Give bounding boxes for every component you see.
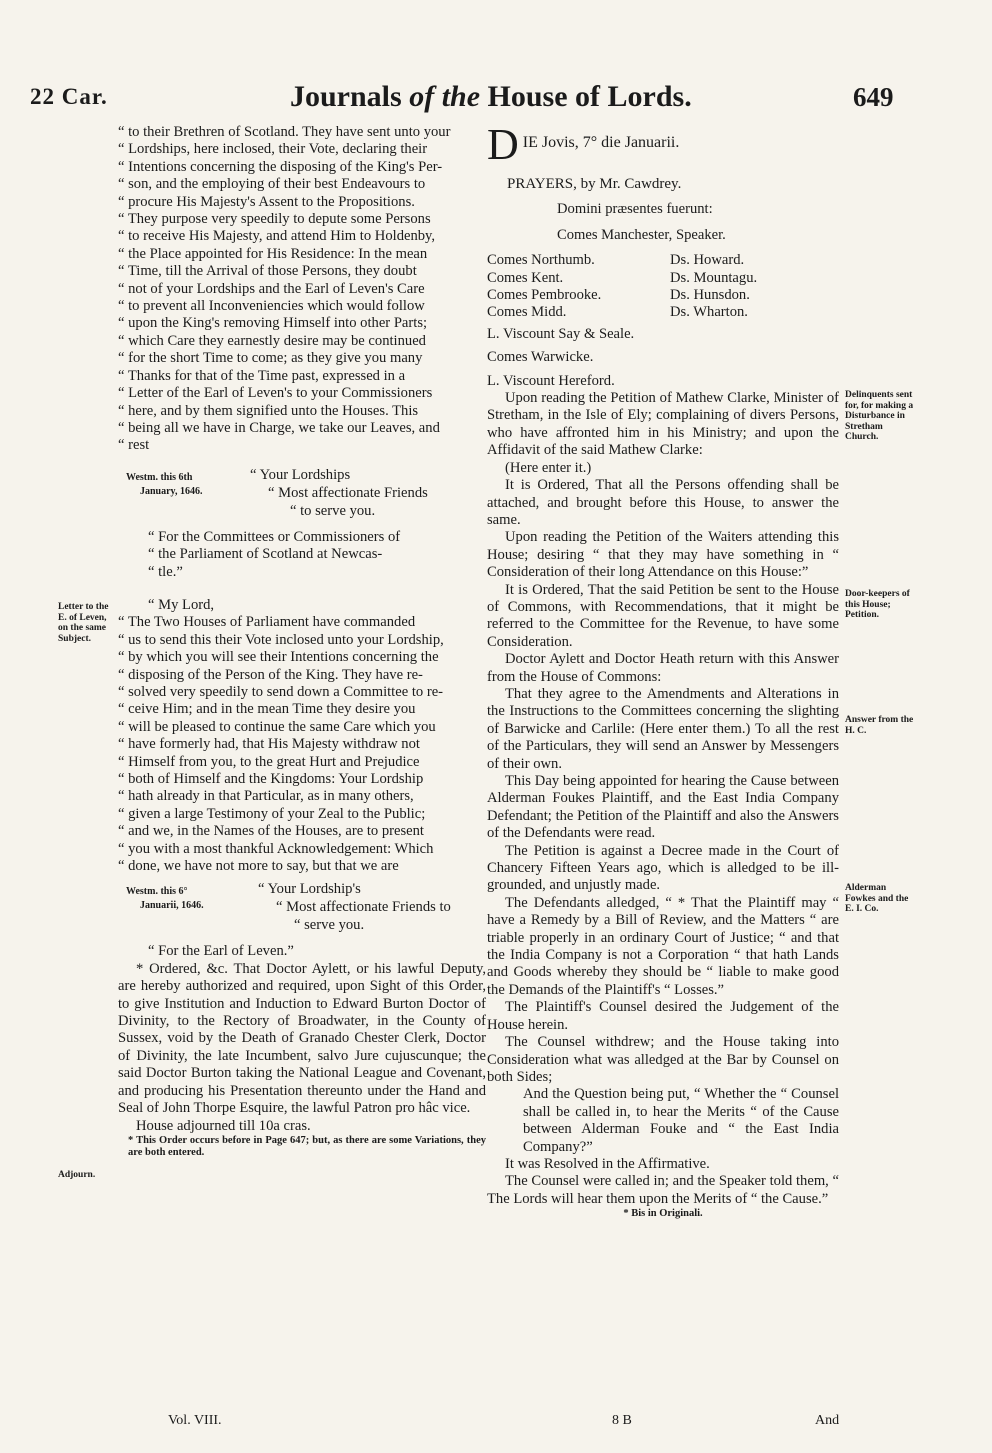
- running-head-title: Journals of the House of Lords.: [290, 80, 692, 113]
- letter-to-scotland: “ to their Brethren of Scotland. They have sent unto your “ Lordships, here inclosed, their Vote, declaring their “ Intentions concerning the disposing of the King's Per- “ son, and the employing of their best Endeavours to “ procure His Majesty's Assent to the Propositions. “ They purpose very speedily to depute some Persons “ to receive His Majesty, and attend Him to Holdenby, “ the Place appointed for His Residence: In the mean “ Time, till the Arrival of those Persons, they doubt “ not of your Lordships and the Earl of Leven's Care “ to prevent all Inconveniencies which would follow “ upon the King's removing Himself into other Parts; “ which Care they earnestly desire may be continued “ for the short Time to come; as they give you many “ Thanks for that of the Time past, expressed in a “ Letter of the Earl of Leven's to your Commissioners “ here, and by them signified unto the Houses. This “ being all we have in Charge, we take our Leaves, and “ rest: [118, 124, 451, 454]
- order-paragraph: * Ordered, &c. That Doctor Aylett, or his lawful Deputy, are hereby authorized and required, upon Sight of this Order, to give Institution and Induction to Edward Burton Doctor of Divinity, to the Rectory of Broadwater, in the County of Sussex, void by the Death of Granado Chester Clerk, Doctor of Divinity, the late Incumbent, salvo Jure cujuscunque; the said Doctor Burton taking the National League and Covenant, and producing his Presentation thereunto under the Hand and Seal of John Thorpe Esquire, the lawful Patron pro hâc vice.: [118, 960, 486, 1117]
- members-list: Comes Northumb. Comes Kent. Comes Pembrooke. Comes Midd. Ds. Howard. Ds. Mountagu. Ds. Hunsdon. Ds. Wharton.: [487, 252, 758, 321]
- margin-note-adjourn: Adjourn.: [58, 1170, 96, 1180]
- catchword: And: [815, 1413, 840, 1428]
- letter-to-leven: “ The Two Houses of Parliament have commanded “ us to send this their Vote inclosed unto your Lordship, “ by which you will see their Intentions concerning the “ disposing of the Person of the King. They have re- “ solved very speedily to send down a Committee to re- “ ceive Him; and in the mean Time they desire you “ will be pleased to continue the same Care which you “ have formerly had, that His Majesty withdraw not “ Himself from you, to the great Hurt and Prejudice “ both of Himself and the Kingdoms: Your Lordship “ hath already in that Particular, as in many others, “ given a large Testimony of your Zeal to the Public; “ and we, in the Names of the Houses, are to present “ you with a most thankful Acknowledgement: Which “ done, we have not more to say, but that we are: [118, 614, 444, 875]
- margin-note-letter: Letter to the E. of Leven, on the same Subject.: [58, 602, 109, 644]
- salutation: “ My Lord,: [148, 596, 215, 613]
- left-column: [118, 124, 486, 1159]
- margin-note-answer: Answer from the H. C.: [845, 715, 914, 736]
- date-heading: D IE Jovis, 7° die Januarii.: [487, 124, 680, 164]
- signature-block-1: Westm. this 6th January, 1646. “ Your Lordships “ Most affectionate Friends “ to serve you.: [126, 466, 428, 519]
- paragraph: Upon reading the Petition of Mathew Clarke, Minister of Stretham, in the Isle of Ely; complaining of divers Persons, who have affronted him in his Ministry; and upon the Affidavit of the said Mathew Clarke:: [487, 390, 839, 459]
- footnote-right: * Bis in Originali.: [623, 1208, 703, 1220]
- right-column: D IE Jovis, 7° die Januarii. PRAYERS, by Mr. Cawdrey. Domini præsentes fuerunt: Comes Manchester, Speaker. Comes Northumb. Comes Kent. Comes Pembrooke. Comes Midd. Ds. Howard. Ds. Mountagu. Ds. Hunsdon. Ds. Wharton. L. Viscount Say & Seale. Comes Warwicke. L. Viscount Hereford. Upon reading the Petition of Mathew Clarke, Minister of Stretham, in the Isle of Ely; complaining of divers Persons, who have affronted him in his Ministry; and upon the Affidavit of the said Mathew Clarke: (Here enter it.) It is Ordered, That all the Persons offending shall be attached, and brought before this House, to answer the same. Upon reading the Petition of the Waiters attending this House; desiring “ that they may have something in “ Consideration of their long Attendance on this House:” It is Ordered, That the said Petition be sent to the House of Commons, with Recommendations, that it might be referred to the Committee for the Revenue, to have some Consideration. Doctor Aylett and Doctor Heath return with this Answer from the House of Commons: That they agree to the Amendments and Alterations in the Instructions to the Committees concerning the slighting of Barwicke and Carlile: (Here enter them.) To all the rest of the Particulars, they will send an Answer by Messengers of their own. This Day being appointed for hearing the Cause between Alderman Foukes Plaintiff, and the East India Company Defendant; the Petition of the Plaintiff and also the Answers of the Defendants were read. The Petition is against a Decree made in the Court of Chancery Fifteen Years ago, which is alledged to be ill-grounded, and unjustly made. The Defendants alledged, “ * That the Plaintiff may “ have a Remedy by a Bill of Review, and the Matters “ are triable properly in an ordinary Court of Justice; “ and that the India Company is not a Corporation “ that hath Lands and Goods whereby they should be “ liable to make good the Demands of the Plaintiff's “ Losses.” The Plaintiff's Counsel desired the Judgement of the House herein. The Counsel withdrew; and the House taking into Consideration what was alledged at the Bar by Counsel on both Sides; And the Question being put, “ Whether the “ Counsel shall be called in, to hear the Merits “ of the Cause between Alderman Fouke and “ the East India Company?” It was Resolved in the Affirmative. The Counsel were called in; and the Speaker told them, “ The Lords will hear them upon the Merits of “ the Cause.” * Bis in Originali.: [487, 124, 839, 1220]
- running-head-reign: 22 Car.: [30, 84, 108, 109]
- drop-cap: D: [487, 124, 519, 164]
- page-number: 649: [853, 82, 894, 112]
- margin-note-doorkeepers: Door-keepers of this House; Petition.: [845, 589, 910, 620]
- margin-note-alderman: Alderman Fowkes and the E. I. Co.: [845, 883, 909, 914]
- address-1: “ For the Committees or Commissioners of “ the Parliament of Scotland at Newcas- “ tle.”: [148, 528, 401, 580]
- margin-note-delinquents: Delinquents sent for, for making a Disturbance in Stretham Church.: [845, 390, 914, 442]
- adjourn-line: House adjourned till 10a cras.: [136, 1117, 311, 1134]
- volume: Vol. VIII.: [168, 1413, 222, 1428]
- address-2: “ For the Earl of Leven.”: [148, 943, 294, 960]
- footnote-left: * This Order occurs before in Page 647; but, as there are some Variations, they are both entered.: [128, 1134, 486, 1158]
- signature-mark: 8 B: [612, 1413, 632, 1428]
- signature-block-2: Westm. this 6° Januarii, 1646. “ Your Lordship's “ Most affectionate Friends to “ serve you.: [126, 881, 451, 934]
- prayers-line: PRAYERS, by Mr. Cawdrey.: [507, 176, 682, 192]
- present-line: Domini præsentes fuerunt:: [557, 201, 713, 218]
- speaker-line: Comes Manchester, Speaker.: [557, 226, 726, 243]
